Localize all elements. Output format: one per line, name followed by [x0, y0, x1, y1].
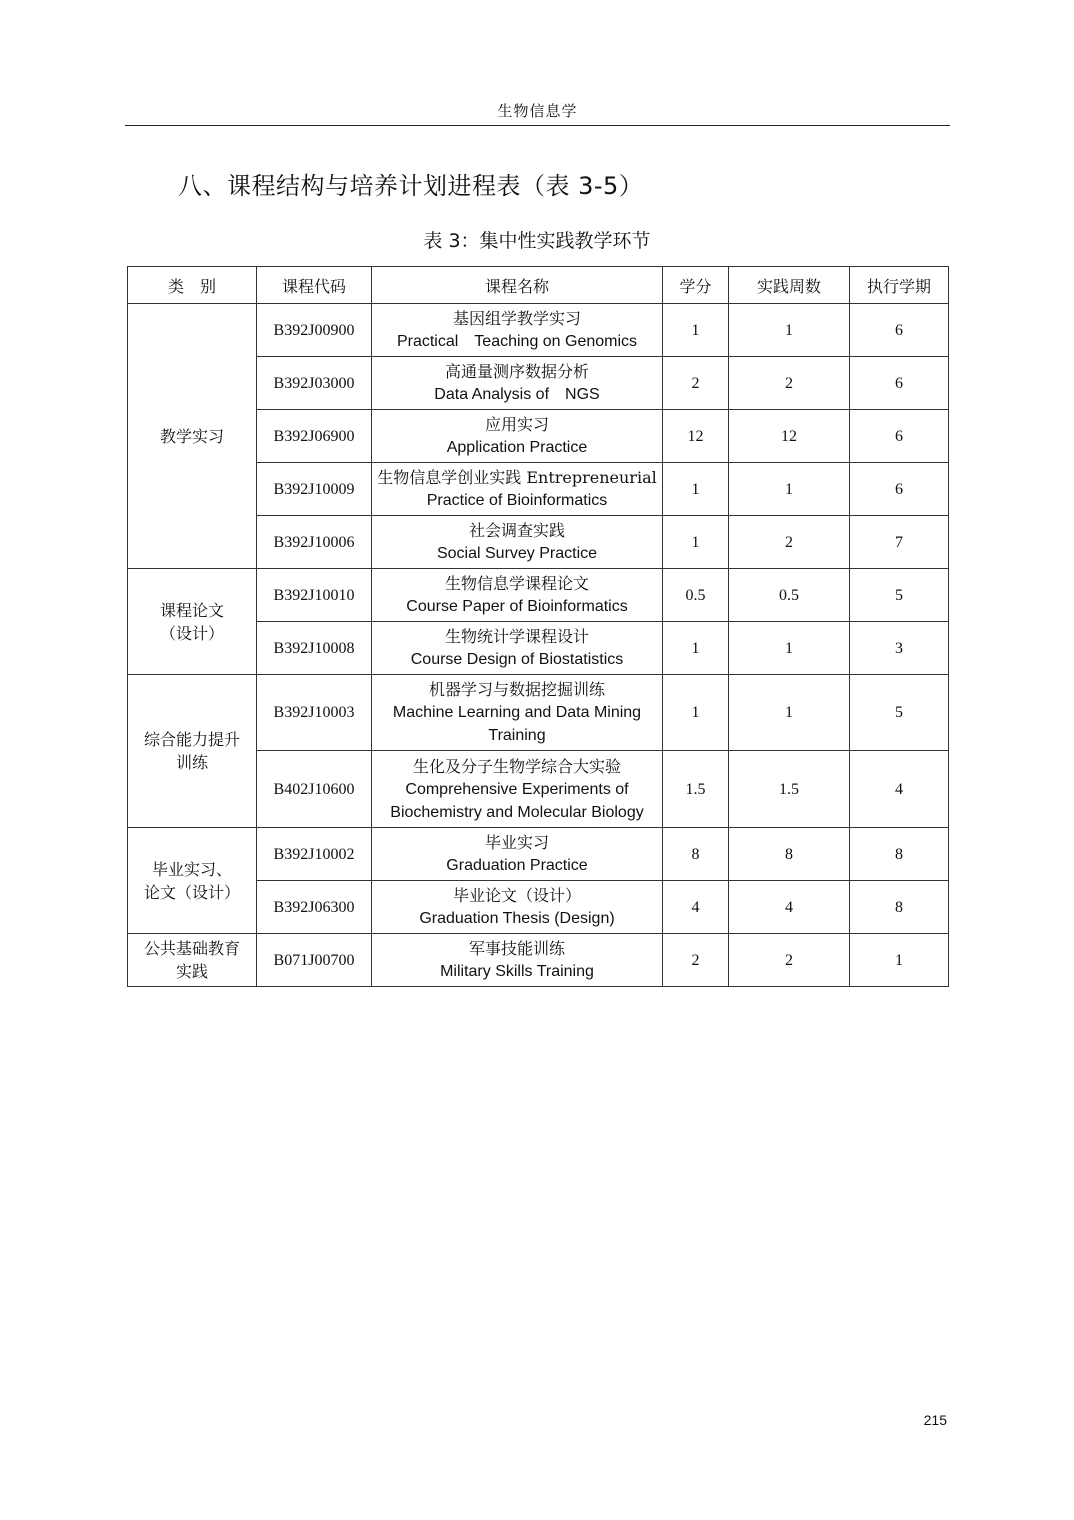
- course-weeks: 2: [729, 934, 850, 987]
- course-semester: 6: [850, 304, 949, 357]
- course-name: [372, 516, 663, 569]
- course-semester: 3: [850, 622, 949, 675]
- course-name: [372, 751, 663, 828]
- course-name: [372, 304, 663, 357]
- course-name-en: Graduation Practice: [446, 857, 588, 874]
- course-name-en: Course Design of Biostatistics: [410, 651, 624, 668]
- category-label-line1: 综合能力提升: [143, 730, 240, 749]
- course-credits: 0.5: [663, 569, 729, 622]
- course-name-en: Social Survey Practice: [436, 545, 598, 562]
- course-code: B392J10010: [257, 569, 372, 622]
- course-name-en-line1: Machine Learning and Data Mining: [392, 704, 642, 721]
- course-name: [372, 463, 663, 516]
- course-semester: 6: [850, 463, 949, 516]
- course-name-cn: 军事技能训练: [468, 939, 565, 958]
- course-name-en: Practice of Bioinformatics: [426, 492, 608, 509]
- course-name-cn: 生物统计学课程设计: [444, 627, 589, 646]
- category-label-line1: 课程论文: [159, 600, 224, 620]
- course-weeks: 8: [729, 828, 850, 881]
- course-name: [372, 881, 663, 934]
- course-credits: 1: [663, 304, 729, 357]
- course-name: [372, 357, 663, 410]
- table-row: [128, 304, 949, 357]
- course-credits: 2: [663, 934, 729, 987]
- course-name-cn: 毕业论文（设计）: [452, 886, 581, 905]
- course-code: B392J10003: [257, 675, 372, 751]
- category-cell: [128, 304, 257, 569]
- course-name-en: Practical Teaching on Genomics: [396, 333, 638, 350]
- course-semester: 4: [850, 751, 949, 828]
- page-number: 215: [923, 1412, 947, 1428]
- course-credits: 1: [663, 622, 729, 675]
- course-credits: 2: [663, 357, 729, 410]
- course-name-en: Data Analysis of NGS: [434, 386, 600, 403]
- course-weeks: 1.5: [729, 751, 850, 828]
- course-weeks: 0.5: [729, 569, 850, 622]
- course-code: B392J00900: [257, 304, 372, 357]
- column-header-code: 课程代码: [257, 267, 372, 304]
- course-name: [372, 569, 663, 622]
- column-header-name: 课程名称: [372, 267, 663, 304]
- running-header: 生物信息学: [497, 102, 578, 120]
- course-name-en-line2: Biochemistry and Molecular Biology: [390, 803, 644, 821]
- course-name-en: Course Paper of Bioinformatics: [406, 598, 628, 615]
- course-semester: 5: [850, 569, 949, 622]
- course-weeks: 1: [729, 304, 850, 357]
- course-name-cn: 社会调查实践: [468, 521, 565, 540]
- category-label-line2: 实践: [175, 962, 208, 981]
- table-caption: 表 3：集中性实践教学环节: [423, 230, 651, 252]
- course-name-cn: 生化及分子生物学综合大实验: [412, 756, 621, 776]
- category-cell: [128, 934, 257, 987]
- course-name: [372, 934, 663, 987]
- course-weeks: 4: [729, 881, 850, 934]
- category-label-line2: 训练: [175, 753, 208, 772]
- category-label-line2: 论文（设计）: [143, 882, 240, 902]
- course-credits: 4: [663, 881, 729, 934]
- course-name-cn: 机器学习与数据挖掘训练: [428, 680, 605, 699]
- category-cell: [128, 675, 257, 828]
- course-name-cn: 生物信息学创业实践 Entrepreneurial: [377, 468, 657, 487]
- course-credits: 8: [663, 828, 729, 881]
- course-semester: 6: [850, 410, 949, 463]
- header-rule: [125, 125, 950, 126]
- column-header-semester: 执行学期: [850, 267, 949, 304]
- course-code: B392J06300: [257, 881, 372, 934]
- column-header-weeks: 实践周数: [729, 267, 850, 304]
- category-label-line1: 公共基础教育: [143, 939, 240, 958]
- course-semester: 8: [850, 881, 949, 934]
- column-header-category: 类 别: [128, 267, 257, 304]
- course-weeks: 2: [729, 357, 850, 410]
- category-label-line1: 毕业实习、: [151, 859, 232, 879]
- table-row: [128, 569, 949, 622]
- course-name-cn: 基因组学教学实习: [452, 309, 581, 328]
- course-credits: 1: [663, 516, 729, 569]
- course-code: B392J10002: [257, 828, 372, 881]
- course-semester: 8: [850, 828, 949, 881]
- course-name-en: Military Skills Training: [440, 963, 594, 980]
- table-row: [128, 828, 949, 881]
- course-name-cn: 毕业实习: [484, 833, 549, 852]
- course-name-en-line2: Training: [488, 727, 546, 744]
- course-name-cn: 生物信息学课程论文: [444, 574, 589, 593]
- course-code: B392J10009: [257, 463, 372, 516]
- course-weeks: 1: [729, 622, 850, 675]
- table-row: [128, 675, 949, 751]
- course-name: [372, 675, 663, 751]
- course-code: B071J00700: [257, 934, 372, 987]
- category-cell: [128, 828, 257, 934]
- section-title: 八、课程结构与培养计划进程表（表 3-5）: [178, 172, 644, 200]
- category-cell: [128, 569, 257, 675]
- course-name: [372, 622, 663, 675]
- course-semester: 5: [850, 675, 949, 751]
- course-code: B392J10008: [257, 622, 372, 675]
- course-name-cn: 高通量测序数据分析: [444, 362, 589, 381]
- course-weeks: 1: [729, 463, 850, 516]
- course-name: [372, 410, 663, 463]
- course-code: B392J06900: [257, 410, 372, 463]
- course-credits: 1.5: [663, 751, 729, 828]
- course-weeks: 2: [729, 516, 850, 569]
- course-weeks: 1: [729, 675, 850, 751]
- course-semester: 1: [850, 934, 949, 987]
- column-header-credits: 学分: [663, 267, 729, 304]
- course-code: B392J03000: [257, 357, 372, 410]
- course-code: B392J10006: [257, 516, 372, 569]
- course-name-cn: 应用实习: [484, 415, 549, 434]
- course-semester: 6: [850, 357, 949, 410]
- course-code: B402J10600: [257, 751, 372, 828]
- course-name-en: Graduation Thesis (Design): [419, 910, 615, 927]
- category-label: 教学实习: [159, 426, 224, 446]
- course-name: [372, 828, 663, 881]
- course-name-en-line1: Comprehensive Experiments of: [405, 780, 629, 798]
- table-row: [128, 934, 949, 987]
- course-weeks: 12: [729, 410, 850, 463]
- table-header-row: [128, 267, 949, 304]
- practice-courses-table: [127, 266, 949, 987]
- course-credits: 12: [663, 410, 729, 463]
- course-credits: 1: [663, 675, 729, 751]
- course-credits: 1: [663, 463, 729, 516]
- course-semester: 7: [850, 516, 949, 569]
- course-name-en: Application Practice: [446, 439, 588, 456]
- category-label-line2: （设计）: [159, 623, 224, 643]
